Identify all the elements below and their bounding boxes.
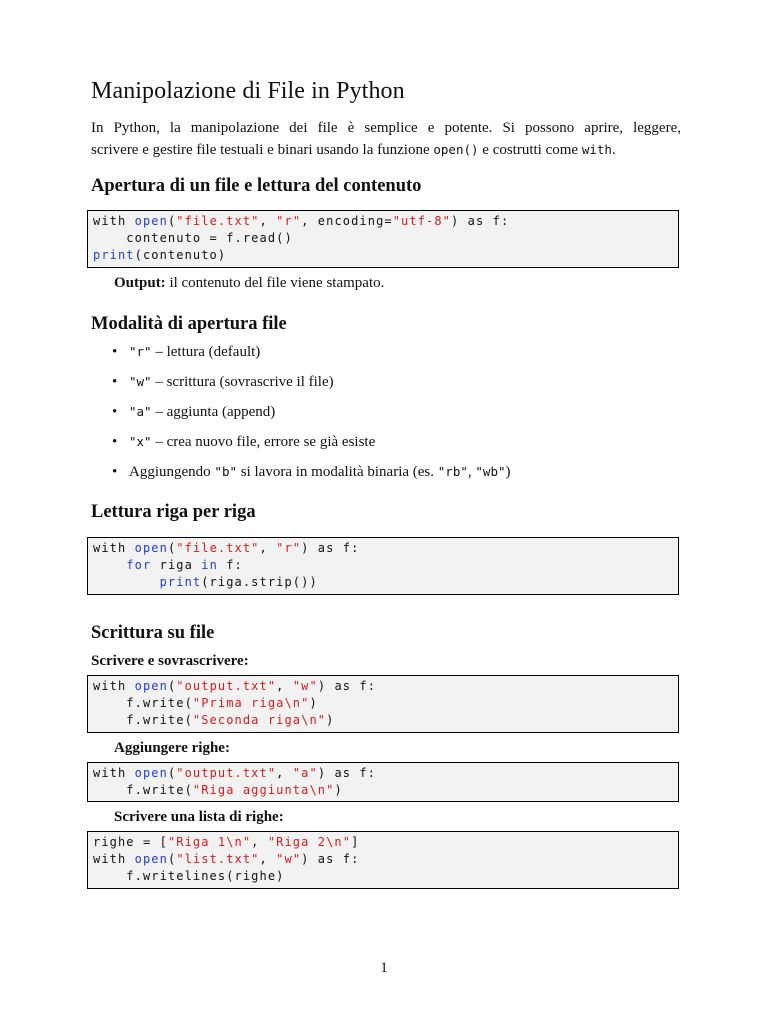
code-line: print(contenuto) (93, 248, 227, 262)
subheading-writelines: Scrivere una lista di righe: (114, 809, 284, 825)
code-line: f.writelines(righe) (93, 869, 285, 883)
intro-text: . (611, 142, 616, 158)
intro-text: e costrutti come (478, 142, 582, 158)
code-block-read (87, 210, 679, 268)
heading-open-modes: Modalità di apertura file (91, 314, 287, 334)
code-block-write (87, 675, 679, 733)
code-line: with open("list.txt", "w") as f: (93, 852, 360, 866)
inline-code-open: open() (433, 142, 479, 157)
code-line: f.write("Seconda riga\n") (93, 713, 335, 727)
code-line: with open("file.txt", "r", encoding="utf-8") as f: (93, 214, 510, 228)
code-block-writelines (87, 831, 679, 889)
intro-paragraph (91, 118, 681, 161)
page-title: Manipolazione di File in Python (91, 78, 405, 104)
intro-line-1: In Python, la manipolazione dei file è semplice e potente. Si possono aprire, leggere, (91, 120, 681, 136)
code-line: for riga in f: (126, 558, 243, 572)
code-line: righe = ["Riga 1\n", "Riga 2\n"] (93, 835, 360, 849)
output-note (114, 275, 384, 292)
inline-code-with: with (581, 142, 612, 157)
code-block-append (87, 762, 679, 802)
code-line: f.write("Riga aggiunta\n") (93, 783, 343, 797)
modes-list (91, 342, 511, 492)
output-text: il contenuto del file viene stampato. (165, 275, 385, 291)
heading-write: Scrittura su file (91, 623, 215, 643)
list-item: • "a" – aggiunta (append) (112, 404, 276, 420)
code-line: with open("file.txt", "r") as f: (93, 541, 360, 555)
code-block-lines (87, 537, 679, 595)
list-item: • "r" – lettura (default) (112, 344, 261, 360)
code-line: with open("output.txt", "w") as f: (93, 679, 377, 693)
subheading-append: Aggiungere righe: (114, 740, 230, 756)
code-line: contenuto = f.read() (93, 231, 293, 245)
list-item: • Aggiungendo "b" si lavora in modalità binaria (es. "rb", "wb") (112, 464, 511, 480)
list-item: • "x" – crea nuovo file, errore se già esiste (112, 434, 376, 450)
heading-read-lines: Lettura riga per riga (91, 502, 256, 522)
code-line: with open("output.txt", "a") as f: (93, 766, 377, 780)
output-label: Output: (114, 275, 166, 291)
intro-line-2 (91, 139, 681, 161)
intro-text: scrivere e gestire file testuali e binari usando la funzione (91, 142, 434, 158)
subheading-overwrite: Scrivere e sovrascrivere: (91, 653, 249, 669)
heading-open-read: Apertura di un file e lettura del contenuto (91, 176, 422, 196)
list-item: • "w" – scrittura (sovrascrive il file) (112, 374, 334, 390)
code-line: print(riga.strip()) (159, 575, 318, 589)
code-line: f.write("Prima riga\n") (93, 696, 318, 710)
page-number: 1 (380, 960, 388, 976)
